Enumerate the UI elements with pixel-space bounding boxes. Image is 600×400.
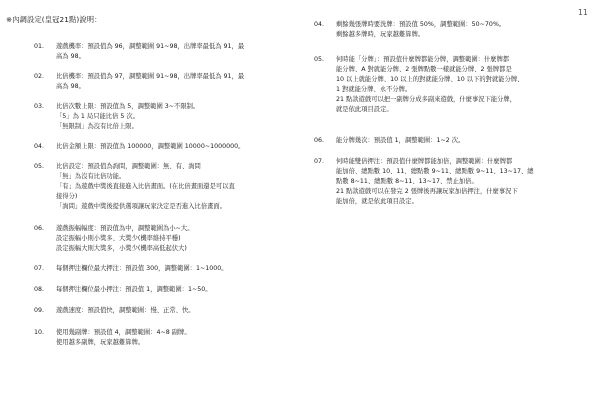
- setting-item-line: 設定振幅大則大獎多，小獎少(機率高低起伏大): [56, 245, 187, 252]
- setting-item-number: 05.: [34, 163, 45, 170]
- setting-item-line: 能分牌幾次：預設值 1，調整範圍：1~2 次。: [336, 137, 465, 144]
- setting-item-number: 06.: [314, 137, 325, 144]
- setting-item-line: 遊戲振幅幅度：預設值為中，調整範圍為小~大。: [56, 225, 194, 232]
- setting-item: [34, 306, 314, 316]
- document-heading: ※內調設定(皇冠21點)說明：: [6, 15, 102, 24]
- setting-item: [34, 142, 314, 152]
- setting-item-number: 08.: [34, 286, 45, 293]
- setting-item-line: 能加倍、總點數 10、11、總點數 9~11、總點數 9~11、13~17、總: [336, 168, 534, 175]
- setting-item-line: 「5」為 1 局只能比倍 5 次。: [56, 113, 139, 120]
- setting-item-number: 01.: [34, 43, 45, 50]
- setting-item: [314, 157, 600, 207]
- setting-item-line: 比倍機率：預設值為 97，調整範圍 91~98，出牌率最低為 91，最: [56, 73, 245, 80]
- setting-item: [34, 224, 314, 254]
- setting-item-line: 就是依此項目設定。: [336, 106, 393, 113]
- setting-item-line: 比倍設定：預設值為詢問，調整範圍：無、有、詢問: [56, 163, 201, 170]
- setting-item: [314, 136, 600, 146]
- setting-item: [34, 328, 314, 348]
- setting-item: [34, 162, 314, 212]
- setting-item: [314, 55, 600, 115]
- setting-item-line: 「無限制」為沒有比倍上限。: [56, 123, 138, 130]
- setting-item-line: 1 對就能分牌、永不分牌。: [336, 86, 412, 93]
- setting-item-number: 07.: [314, 158, 325, 165]
- setting-item: [34, 72, 314, 92]
- setting-item: [314, 20, 600, 40]
- setting-item-number: 03.: [34, 103, 45, 110]
- setting-item-number: 02.: [34, 73, 45, 80]
- setting-item: [34, 285, 314, 295]
- setting-item-line: 10 以上就能分牌、10 以上的對就能分牌、10 以下的對就能分牌、: [336, 76, 524, 83]
- setting-item-line: 能加倍，就是依此項目設定。: [336, 198, 418, 205]
- setting-item-line: 21 點款遊戲可以把一副牌分成多副來遊戲，什麼事況下能分牌，: [336, 96, 517, 103]
- setting-item-number: 09.: [34, 307, 45, 314]
- setting-item-line: 「詢問」遊戲中獎後提供選項讓玩家決定是否進入比倍畫面。: [56, 203, 227, 210]
- setting-item-line: 「有」為遊戲中獎後直接進入比倍畫面。(在比倍畫面還是可以直: [56, 183, 235, 190]
- setting-item-line: 剩餘越多牌時，玩家越難算牌。: [336, 31, 425, 38]
- setting-item-number: 04.: [34, 143, 45, 150]
- setting-item-line: 點數 8~11、總點數 8~11、13~17、禁止加倍。: [336, 178, 478, 185]
- setting-item-line: 能分牌、A 對就能分牌、2 張牌點數一樣就能分牌、2 張牌都是: [336, 66, 512, 73]
- setting-item-line: 遊戲速度：預設值快，調整範圍：慢、正常、快。: [56, 307, 195, 314]
- setting-item-line: 使用幾副牌：預設值 4，調整範圍：4~8 副牌。: [56, 329, 191, 336]
- setting-item-line: 21 點款遊戲可以在發完 2 張牌後再讓玩家加倍押注，什麼事況下: [336, 188, 518, 195]
- setting-item-line: 設定振幅小則小獎多、大獎少(機率維持平穩): [56, 235, 181, 242]
- setting-item-line: 每個押注欄位最小押注：預設值 1，調整範圍：1~50。: [56, 286, 212, 293]
- setting-item-line: 高為 98。: [56, 83, 85, 90]
- setting-item-line: 比倍次數上限：預設值為 5，調整範圍 3~不限制。: [56, 103, 200, 110]
- setting-item-line: 每個押注欄位最大押注：預設值 300，調整範圍：1~1000。: [56, 265, 228, 272]
- setting-item-number: 04.: [314, 21, 325, 28]
- setting-item-number: 07.: [34, 265, 45, 272]
- setting-item: [34, 264, 314, 274]
- setting-item-line: 使用越多副牌，玩家越難算牌。: [56, 339, 145, 346]
- setting-item-line: 高為 98。: [56, 53, 85, 60]
- setting-item-line: 何時能雙倍押注：預設值什麼牌都能加倍，調整範圍：什麼牌都: [336, 158, 513, 165]
- page-number: 11: [577, 8, 588, 17]
- setting-item: [34, 42, 314, 62]
- setting-item-line: 何時能「分牌」：預設值什麼牌都能分牌，調整範圍：什麼牌都: [336, 56, 510, 63]
- setting-item-line: 「無」為沒有比倍功能。: [56, 173, 126, 180]
- setting-item-number: 06.: [34, 225, 45, 232]
- setting-item-number: 10.: [34, 329, 45, 336]
- setting-item-line: 剩餘幾張牌時要洗牌：預設值 50%，調整範圍：50~70%。: [336, 21, 506, 28]
- setting-item-line: 比倍金額上限：預設值為 100000，調整範圍 10000~1000000。: [56, 143, 245, 150]
- setting-item-line: 接得分): [56, 193, 78, 200]
- setting-item-line: 遊戲機率：預設值為 96，調整範圍 91~98，出牌率最低為 91，最: [56, 43, 245, 50]
- setting-item-number: 05.: [314, 56, 325, 63]
- setting-item: [34, 102, 314, 132]
